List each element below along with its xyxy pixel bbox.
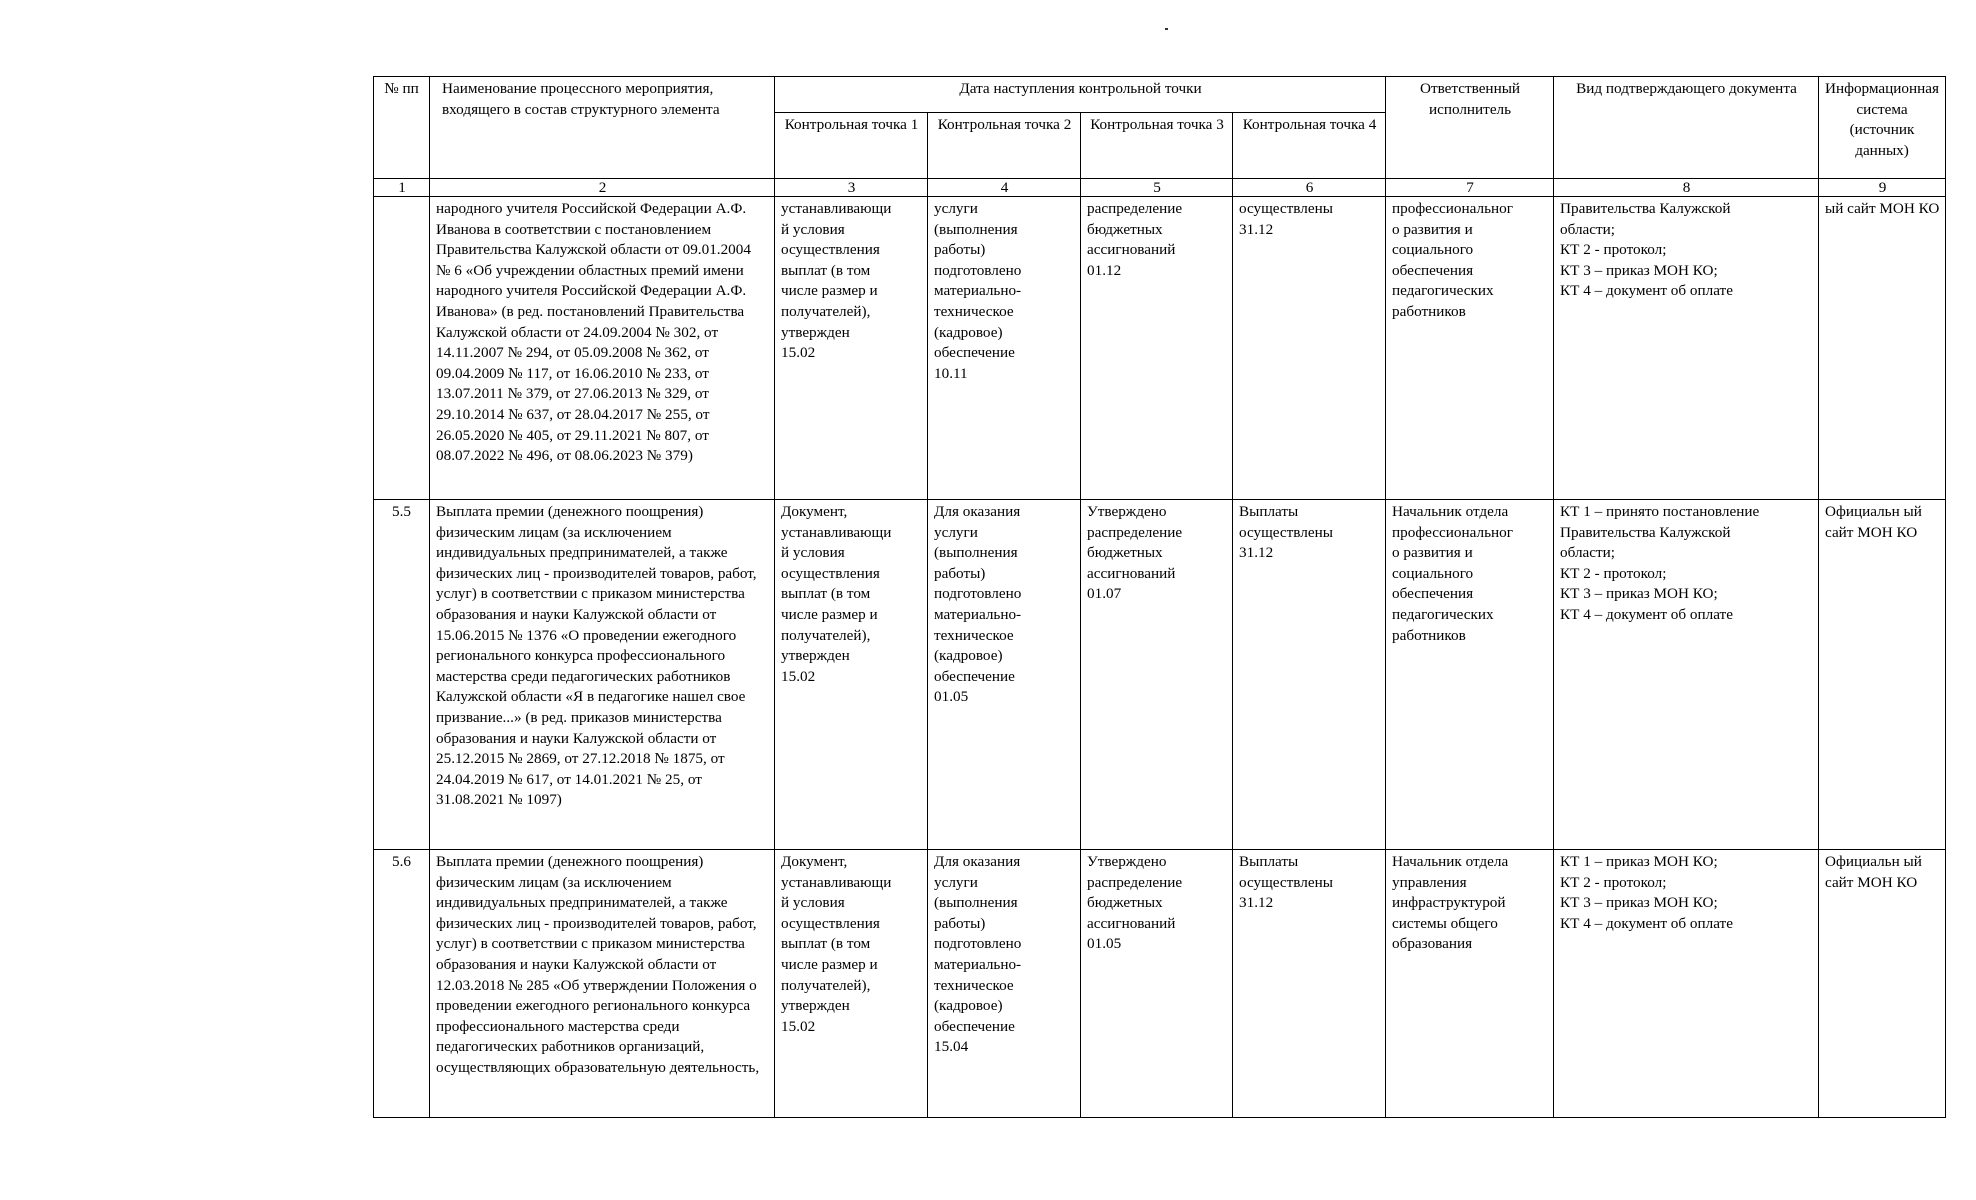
row-number: 5.6	[374, 850, 430, 1118]
control-point-2: услуги (выполнения работы) подготовлено материально- техническое (кадровое) обеспечение 10.11	[928, 197, 1081, 500]
column-number: 4	[928, 179, 1081, 197]
column-number: 6	[1233, 179, 1386, 197]
table-row	[374, 850, 1946, 1118]
row-number: 5.5	[374, 500, 430, 850]
header-kt1: Контрольная точка 1	[775, 113, 928, 179]
header-date-group: Дата наступления контрольной точки	[775, 77, 1386, 113]
confirming-document: КТ 1 – принято постановление Правительства Калужской области; КТ 2 - протокол; КТ 3 – приказ МОН КО; КТ 4 – документ об оплате	[1554, 500, 1819, 850]
control-point-4: Выплаты осуществлены 31.12	[1233, 850, 1386, 1118]
control-point-1: Документ, устанавливающи й условия осуществления выплат (в том числе размер и получателей), утвержден 15.02	[775, 850, 928, 1118]
header-document: Вид подтверждающего документа	[1554, 77, 1819, 179]
header-name: Наименование процессного мероприятия, входящего в состав структурного элемента	[430, 77, 775, 179]
control-point-1: Документ, устанавливающи й условия осуществления выплат (в том числе размер и получателей), утвержден 15.02	[775, 500, 928, 850]
column-number: 1	[374, 179, 430, 197]
control-point-4: Выплаты осуществлены 31.12	[1233, 500, 1386, 850]
column-number: 9	[1819, 179, 1946, 197]
header-row-1	[374, 77, 1946, 113]
column-number: 2	[430, 179, 775, 197]
confirming-document: КТ 1 – приказ МОН КО; КТ 2 - протокол; КТ 3 – приказ МОН КО; КТ 4 – документ об оплате	[1554, 850, 1819, 1118]
header-kt3: Контрольная точка 3	[1081, 113, 1233, 179]
information-system: Официальн ый сайт МОН КО	[1819, 500, 1946, 850]
responsible-executor: Начальник отдела управления инфраструктурой системы общего образования	[1386, 850, 1554, 1118]
row-number	[374, 197, 430, 500]
column-numbers-row	[374, 179, 1946, 197]
control-point-2: Для оказания услуги (выполнения работы) подготовлено материально- техническое (кадровое) обеспечение 15.04	[928, 850, 1081, 1118]
column-number: 3	[775, 179, 928, 197]
control-point-3: Утверждено распределение бюджетных ассигнований 01.07	[1081, 500, 1233, 850]
measure-name: Выплата премии (денежного поощрения) физическим лицам (за исключением индивидуальных предпринимателей, а также физических лиц - производителей товаров, работ, услуг) в соответствии с приказом министерства образования и науки Калужской области от 15.06.2015 № 1376 «О проведении ежегодного регионального конкурса профессионального мастерства среди педагогических работников Калужской области «Я в педагогике нашел свое призвание...» (в ред. приказов министерства образования и науки Калужской области от 25.12.2015 № 2869, от 27.12.2018 № 1875, от 24.04.2019 № 617, от 14.01.2021 № 25, от 31.08.2021 № 1097)	[430, 500, 775, 850]
information-system: ый сайт МОН КО	[1819, 197, 1946, 500]
table-row	[374, 197, 1946, 500]
table-row	[374, 500, 1946, 850]
responsible-executor: Начальник отдела профессиональног о развития и социального обеспечения педагогических работников	[1386, 500, 1554, 850]
measure-name: народного учителя Российской Федерации А.Ф. Иванова в соответствии с постановлением Правительства Калужской области от 09.01.2004 № 6 «Об учреждении областных премий имени народного учителя Российской Федерации А.Ф. Иванова» (в ред. постановлений Правительства Калужской области от 24.09.2004 № 302, от 14.11.2007 № 294, от 05.09.2008 № 362, от 09.04.2009 № 117, от 16.06.2010 № 233, от 13.07.2011 № 379, от 27.06.2013 № 329, от 29.10.2014 № 637, от 28.04.2017 № 255, от 26.05.2020 № 405, от 29.11.2021 № 807, от 08.07.2022 № 496, от 08.06.2023 № 379)	[430, 197, 775, 500]
information-system: Официальн ый сайт МОН КО	[1819, 850, 1946, 1118]
header-kt4: Контрольная точка 4	[1233, 113, 1386, 179]
column-number: 7	[1386, 179, 1554, 197]
confirming-document: Правительства Калужской области; КТ 2 - протокол; КТ 3 – приказ МОН КО; КТ 4 – документ об оплате	[1554, 197, 1819, 500]
column-number: 8	[1554, 179, 1819, 197]
header-responsible: Ответственный исполнитель	[1386, 77, 1554, 179]
control-points-table	[373, 76, 1946, 1118]
header-info-system: Информационная система (источник данных)	[1819, 77, 1946, 179]
header-no: № пп	[374, 77, 430, 179]
scan-artifact	[1165, 28, 1168, 30]
control-point-3: Утверждено распределение бюджетных ассигнований 01.05	[1081, 850, 1233, 1118]
column-number: 5	[1081, 179, 1233, 197]
measure-name: Выплата премии (денежного поощрения) физическим лицам (за исключением индивидуальных предпринимателей, а также физических лиц - производителей товаров, работ, услуг) в соответствии с приказом министерства образования и науки Калужской области от 12.03.2018 № 285 «Об утверждении Положения о проведении ежегодного регионального конкурса профессионального мастерства среди педагогических работников организаций, осуществляющих образовательную деятельность,	[430, 850, 775, 1118]
control-point-3: распределение бюджетных ассигнований 01.12	[1081, 197, 1233, 500]
control-point-2: Для оказания услуги (выполнения работы) подготовлено материально- техническое (кадровое) обеспечение 01.05	[928, 500, 1081, 850]
header-kt2: Контрольная точка 2	[928, 113, 1081, 179]
control-point-1: устанавливающи й условия осуществления выплат (в том числе размер и получателей), утвержден 15.02	[775, 197, 928, 500]
responsible-executor: профессиональног о развития и социального обеспечения педагогических работников	[1386, 197, 1554, 500]
control-point-4: осуществлены 31.12	[1233, 197, 1386, 500]
